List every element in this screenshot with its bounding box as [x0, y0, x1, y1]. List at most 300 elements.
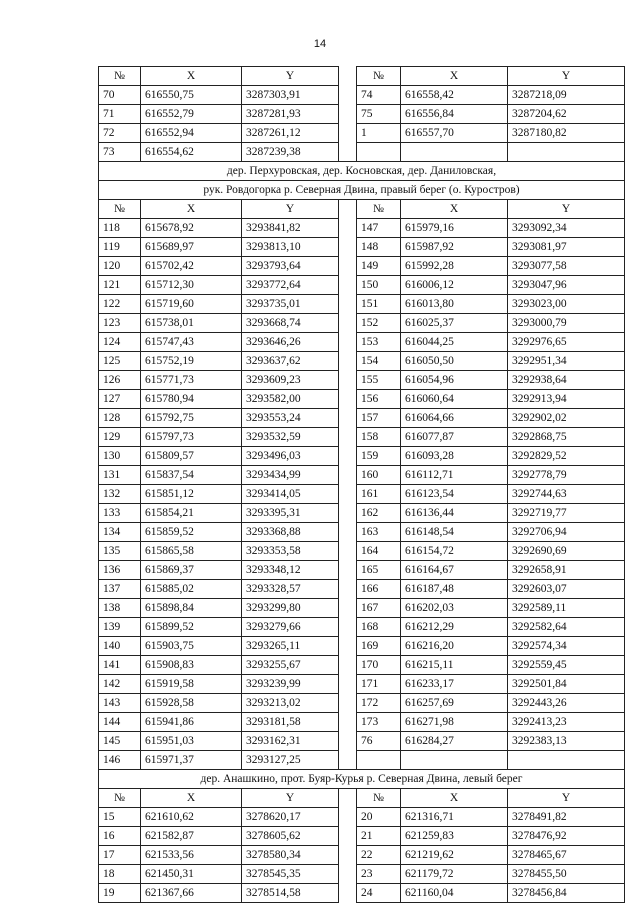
coordinate-x: 615752,19	[141, 352, 242, 371]
table-row	[99, 105, 625, 124]
column-gap	[339, 371, 357, 390]
coordinate-y: 3278465,67	[508, 846, 625, 865]
table-row	[99, 371, 625, 390]
coordinate-y: 3278620,17	[242, 808, 339, 827]
coordinate-x: 621582,87	[141, 827, 242, 846]
empty-cell	[357, 143, 401, 162]
coordinate-x: 616257,69	[401, 694, 508, 713]
column-gap	[339, 466, 357, 485]
point-number: 156	[357, 390, 401, 409]
coordinate-y: 3287303,91	[242, 86, 339, 105]
table-row	[99, 466, 625, 485]
table-row	[99, 732, 625, 751]
table-row	[99, 580, 625, 599]
table-header-row	[99, 200, 625, 219]
point-number: 144	[99, 713, 141, 732]
point-number: 167	[357, 599, 401, 618]
coordinate-x: 621610,62	[141, 808, 242, 827]
coordinate-y: 3293582,00	[242, 390, 339, 409]
coordinate-x: 615903,75	[141, 637, 242, 656]
column-gap	[339, 675, 357, 694]
coordinate-x: 615908,83	[141, 656, 242, 675]
point-number: 163	[357, 523, 401, 542]
coordinate-y: 3293668,74	[242, 314, 339, 333]
coordinate-x: 615987,92	[401, 238, 508, 257]
coordinate-x: 615951,03	[141, 732, 242, 751]
coordinate-x: 616552,79	[141, 105, 242, 124]
coordinate-y: 3292658,91	[508, 561, 625, 580]
coordinate-y: 3293213,02	[242, 694, 339, 713]
table-row	[99, 656, 625, 675]
coordinate-y: 3292501,84	[508, 675, 625, 694]
empty-cell	[508, 143, 625, 162]
coordinate-x: 615797,73	[141, 428, 242, 447]
coordinate-x: 615678,92	[141, 219, 242, 238]
point-number: 19	[99, 884, 141, 903]
column-gap	[339, 447, 357, 466]
table-row	[99, 409, 625, 428]
point-number: 136	[99, 561, 141, 580]
point-number: 160	[357, 466, 401, 485]
table-row	[99, 333, 625, 352]
coordinate-y: 3292951,34	[508, 352, 625, 371]
coordinate-x: 615854,21	[141, 504, 242, 523]
coordinate-x: 621367,66	[141, 884, 242, 903]
coordinate-x: 615859,52	[141, 523, 242, 542]
coordinate-y: 3293841,82	[242, 219, 339, 238]
coordinate-y: 3292719,77	[508, 504, 625, 523]
point-number: 137	[99, 580, 141, 599]
coordinate-y: 3292413,23	[508, 713, 625, 732]
table-row	[99, 504, 625, 523]
column-gap	[339, 124, 357, 143]
coordinate-y: 3292574,34	[508, 637, 625, 656]
point-number: 143	[99, 694, 141, 713]
header-x: X	[401, 789, 508, 808]
point-number: 132	[99, 485, 141, 504]
table-row	[99, 846, 625, 865]
coordinate-y: 3293496,03	[242, 447, 339, 466]
coordinates-table	[98, 66, 625, 903]
table-row	[99, 143, 625, 162]
point-number: 72	[99, 124, 141, 143]
section-title-row	[99, 181, 625, 200]
coordinate-x: 616550,75	[141, 86, 242, 105]
point-number: 141	[99, 656, 141, 675]
point-number: 17	[99, 846, 141, 865]
coordinate-y: 3293532,59	[242, 428, 339, 447]
coordinate-x: 616271,98	[401, 713, 508, 732]
point-number: 134	[99, 523, 141, 542]
coordinate-y: 3293395,31	[242, 504, 339, 523]
point-number: 170	[357, 656, 401, 675]
point-number: 125	[99, 352, 141, 371]
coordinate-x: 616136,44	[401, 504, 508, 523]
column-gap	[339, 618, 357, 637]
table-row	[99, 276, 625, 295]
section-title: рук. Ровдогорка р. Северная Двина, правый берег (о. Куростров)	[99, 181, 625, 200]
coordinate-y: 3292868,75	[508, 428, 625, 447]
point-number: 168	[357, 618, 401, 637]
point-number: 140	[99, 637, 141, 656]
coordinate-y: 3287204,62	[508, 105, 625, 124]
coordinate-y: 3292559,45	[508, 656, 625, 675]
column-gap	[339, 580, 357, 599]
column-gap	[339, 238, 357, 257]
point-number: 73	[99, 143, 141, 162]
coordinate-y: 3292778,79	[508, 466, 625, 485]
column-gap	[339, 808, 357, 827]
column-gap	[339, 200, 357, 219]
point-number: 75	[357, 105, 401, 124]
empty-cell	[508, 751, 625, 770]
coordinate-x: 615919,58	[141, 675, 242, 694]
column-gap	[339, 390, 357, 409]
coordinate-x: 616558,42	[401, 86, 508, 105]
point-number: 169	[357, 637, 401, 656]
coordinate-y: 3293353,58	[242, 542, 339, 561]
coordinate-x: 615771,73	[141, 371, 242, 390]
header-number: №	[99, 67, 141, 86]
coordinate-x: 621160,04	[401, 884, 508, 903]
point-number: 15	[99, 808, 141, 827]
header-x: X	[141, 67, 242, 86]
coordinate-y: 3293813,10	[242, 238, 339, 257]
coordinate-y: 3293793,64	[242, 257, 339, 276]
point-number: 18	[99, 865, 141, 884]
coordinate-y: 3293127,25	[242, 751, 339, 770]
coordinate-x: 616284,27	[401, 732, 508, 751]
coordinate-y: 3293553,24	[242, 409, 339, 428]
coordinate-x: 616233,17	[401, 675, 508, 694]
coordinate-x: 615719,60	[141, 295, 242, 314]
header-y: Y	[508, 789, 625, 808]
column-gap	[339, 694, 357, 713]
table-row	[99, 865, 625, 884]
column-gap	[339, 656, 357, 675]
table-row	[99, 238, 625, 257]
point-number: 150	[357, 276, 401, 295]
header-number: №	[357, 789, 401, 808]
coordinate-y: 3278605,62	[242, 827, 339, 846]
point-number: 172	[357, 694, 401, 713]
coordinate-x: 615865,58	[141, 542, 242, 561]
coordinate-x: 616060,64	[401, 390, 508, 409]
point-number: 148	[357, 238, 401, 257]
column-gap	[339, 637, 357, 656]
coordinate-y: 3293081,97	[508, 238, 625, 257]
point-number: 161	[357, 485, 401, 504]
coordinate-y: 3292744,63	[508, 485, 625, 504]
point-number: 155	[357, 371, 401, 390]
empty-cell	[357, 751, 401, 770]
header-x: X	[401, 67, 508, 86]
coordinate-y: 3293023,00	[508, 295, 625, 314]
coordinate-y: 3287218,09	[508, 86, 625, 105]
coordinate-y: 3278514,58	[242, 884, 339, 903]
coordinate-x: 616050,50	[401, 352, 508, 371]
header-x: X	[141, 789, 242, 808]
coordinate-x: 616054,96	[401, 371, 508, 390]
point-number: 22	[357, 846, 401, 865]
table-row	[99, 352, 625, 371]
table-row	[99, 257, 625, 276]
coordinate-y: 3293279,66	[242, 618, 339, 637]
coordinate-x: 621316,71	[401, 808, 508, 827]
table-row	[99, 713, 625, 732]
coordinate-x: 616044,25	[401, 333, 508, 352]
header-y: Y	[508, 67, 625, 86]
coordinate-y: 3292443,26	[508, 694, 625, 713]
header-y: Y	[242, 200, 339, 219]
point-number: 165	[357, 561, 401, 580]
point-number: 21	[357, 827, 401, 846]
table-row	[99, 219, 625, 238]
point-number: 171	[357, 675, 401, 694]
coordinate-y: 3293077,58	[508, 257, 625, 276]
point-number: 157	[357, 409, 401, 428]
point-number: 16	[99, 827, 141, 846]
coordinate-x: 616552,94	[141, 124, 242, 143]
point-number: 1	[357, 124, 401, 143]
header-number: №	[357, 67, 401, 86]
coordinate-x: 616093,28	[401, 447, 508, 466]
coordinate-y: 3293092,34	[508, 219, 625, 238]
coordinate-x: 616077,87	[401, 428, 508, 447]
column-gap	[339, 865, 357, 884]
table-row	[99, 884, 625, 903]
column-gap	[339, 884, 357, 903]
coordinate-x: 615992,28	[401, 257, 508, 276]
column-gap	[339, 276, 357, 295]
table-row	[99, 561, 625, 580]
coordinate-x: 615702,42	[141, 257, 242, 276]
coordinate-y: 3293434,99	[242, 466, 339, 485]
table-row	[99, 485, 625, 504]
column-gap	[339, 257, 357, 276]
coordinate-y: 3292938,64	[508, 371, 625, 390]
coordinate-x: 621450,31	[141, 865, 242, 884]
coordinate-y: 3293637,62	[242, 352, 339, 371]
point-number: 20	[357, 808, 401, 827]
point-number: 70	[99, 86, 141, 105]
coordinate-y: 3293772,64	[242, 276, 339, 295]
coordinate-y: 3292829,52	[508, 447, 625, 466]
table-row	[99, 637, 625, 656]
point-number: 173	[357, 713, 401, 732]
point-number: 76	[357, 732, 401, 751]
coordinate-x: 615712,30	[141, 276, 242, 295]
coordinate-x: 616164,67	[401, 561, 508, 580]
point-number: 119	[99, 238, 141, 257]
point-number: 23	[357, 865, 401, 884]
coordinate-x: 615747,43	[141, 333, 242, 352]
point-number: 154	[357, 352, 401, 371]
coordinate-y: 3292582,64	[508, 618, 625, 637]
table-row	[99, 428, 625, 447]
coordinate-x: 616013,80	[401, 295, 508, 314]
coordinate-y: 3293328,57	[242, 580, 339, 599]
point-number: 129	[99, 428, 141, 447]
coordinate-y: 3292902,02	[508, 409, 625, 428]
coordinate-y: 3293000,79	[508, 314, 625, 333]
coordinate-y: 3293299,80	[242, 599, 339, 618]
column-gap	[339, 846, 357, 865]
table-row	[99, 675, 625, 694]
column-gap	[339, 827, 357, 846]
column-gap	[339, 485, 357, 504]
coordinate-x: 616148,54	[401, 523, 508, 542]
coordinate-x: 615780,94	[141, 390, 242, 409]
column-gap	[339, 751, 357, 770]
coordinate-x: 615899,52	[141, 618, 242, 637]
coordinate-y: 3293609,23	[242, 371, 339, 390]
table-row	[99, 599, 625, 618]
coordinate-y: 3293646,26	[242, 333, 339, 352]
column-gap	[339, 333, 357, 352]
section-title: дер. Перхуровская, дер. Косновская, дер. Даниловская,	[99, 162, 625, 181]
column-gap	[339, 713, 357, 732]
column-gap	[339, 428, 357, 447]
coordinate-y: 3293348,12	[242, 561, 339, 580]
table-row	[99, 827, 625, 846]
point-number: 158	[357, 428, 401, 447]
coordinate-y: 3278476,92	[508, 827, 625, 846]
coordinate-y: 3293047,96	[508, 276, 625, 295]
column-gap	[339, 523, 357, 542]
point-number: 71	[99, 105, 141, 124]
table-header-row	[99, 67, 625, 86]
header-y: Y	[242, 789, 339, 808]
coordinate-x: 616006,12	[401, 276, 508, 295]
point-number: 142	[99, 675, 141, 694]
point-number: 135	[99, 542, 141, 561]
header-number: №	[357, 200, 401, 219]
point-number: 145	[99, 732, 141, 751]
column-gap	[339, 789, 357, 808]
point-number: 146	[99, 751, 141, 770]
header-number: №	[99, 789, 141, 808]
point-number: 139	[99, 618, 141, 637]
coordinate-x: 621259,83	[401, 827, 508, 846]
column-gap	[339, 504, 357, 523]
column-gap	[339, 542, 357, 561]
header-x: X	[401, 200, 508, 219]
column-gap	[339, 219, 357, 238]
empty-cell	[401, 143, 508, 162]
point-number: 133	[99, 504, 141, 523]
coordinate-y: 3293265,11	[242, 637, 339, 656]
point-number: 151	[357, 295, 401, 314]
coordinate-x: 615869,37	[141, 561, 242, 580]
coordinate-x: 615898,84	[141, 599, 242, 618]
table-row	[99, 694, 625, 713]
point-number: 131	[99, 466, 141, 485]
column-gap	[339, 561, 357, 580]
point-number: 120	[99, 257, 141, 276]
column-gap	[339, 105, 357, 124]
coordinate-x: 621533,56	[141, 846, 242, 865]
coordinate-x: 616112,71	[401, 466, 508, 485]
coordinate-x: 616064,66	[401, 409, 508, 428]
point-number: 149	[357, 257, 401, 276]
coordinate-y: 3292976,65	[508, 333, 625, 352]
table-row	[99, 124, 625, 143]
coordinate-x: 616212,29	[401, 618, 508, 637]
coordinate-x: 615928,58	[141, 694, 242, 713]
point-number: 122	[99, 295, 141, 314]
coordinate-x: 615851,12	[141, 485, 242, 504]
table-row	[99, 447, 625, 466]
coordinate-x: 615738,01	[141, 314, 242, 333]
column-gap	[339, 143, 357, 162]
table-header-row	[99, 789, 625, 808]
table-row	[99, 86, 625, 105]
coordinate-y: 3293255,67	[242, 656, 339, 675]
point-number: 166	[357, 580, 401, 599]
point-number: 153	[357, 333, 401, 352]
coordinate-x: 621219,62	[401, 846, 508, 865]
table-row	[99, 618, 625, 637]
empty-cell	[401, 751, 508, 770]
table-row	[99, 751, 625, 770]
column-gap	[339, 409, 357, 428]
coordinate-y: 3287239,38	[242, 143, 339, 162]
section-title: дер. Анашкино, прот. Буяр-Курья р. Северная Двина, левый берег	[99, 770, 625, 789]
section-title-row	[99, 162, 625, 181]
coordinate-x: 616215,11	[401, 656, 508, 675]
table-row	[99, 295, 625, 314]
point-number: 128	[99, 409, 141, 428]
header-y: Y	[508, 200, 625, 219]
coordinate-x: 615941,86	[141, 713, 242, 732]
point-number: 130	[99, 447, 141, 466]
point-number: 159	[357, 447, 401, 466]
point-number: 24	[357, 884, 401, 903]
coordinate-x: 615689,97	[141, 238, 242, 257]
coordinate-y: 3292603,07	[508, 580, 625, 599]
header-x: X	[141, 200, 242, 219]
column-gap	[339, 67, 357, 86]
column-gap	[339, 599, 357, 618]
coordinate-y: 3293162,31	[242, 732, 339, 751]
point-number: 147	[357, 219, 401, 238]
coordinate-y: 3292706,94	[508, 523, 625, 542]
coordinate-y: 3292383,13	[508, 732, 625, 751]
table-row	[99, 542, 625, 561]
coordinate-y: 3292589,11	[508, 599, 625, 618]
table-row	[99, 523, 625, 542]
coordinate-y: 3287281,93	[242, 105, 339, 124]
coordinate-x: 616154,72	[401, 542, 508, 561]
table-row	[99, 390, 625, 409]
coordinate-x: 616557,70	[401, 124, 508, 143]
column-gap	[339, 295, 357, 314]
coordinate-x: 615971,37	[141, 751, 242, 770]
coordinate-y: 3293368,88	[242, 523, 339, 542]
coordinate-x: 616025,37	[401, 314, 508, 333]
coordinate-x: 615837,54	[141, 466, 242, 485]
coordinate-y: 3278491,82	[508, 808, 625, 827]
coordinate-y: 3293414,05	[242, 485, 339, 504]
header-y: Y	[242, 67, 339, 86]
point-number: 162	[357, 504, 401, 523]
coordinate-y: 3287261,12	[242, 124, 339, 143]
point-number: 127	[99, 390, 141, 409]
coordinate-x: 615792,75	[141, 409, 242, 428]
coordinate-x: 616216,20	[401, 637, 508, 656]
coordinate-x: 621179,72	[401, 865, 508, 884]
